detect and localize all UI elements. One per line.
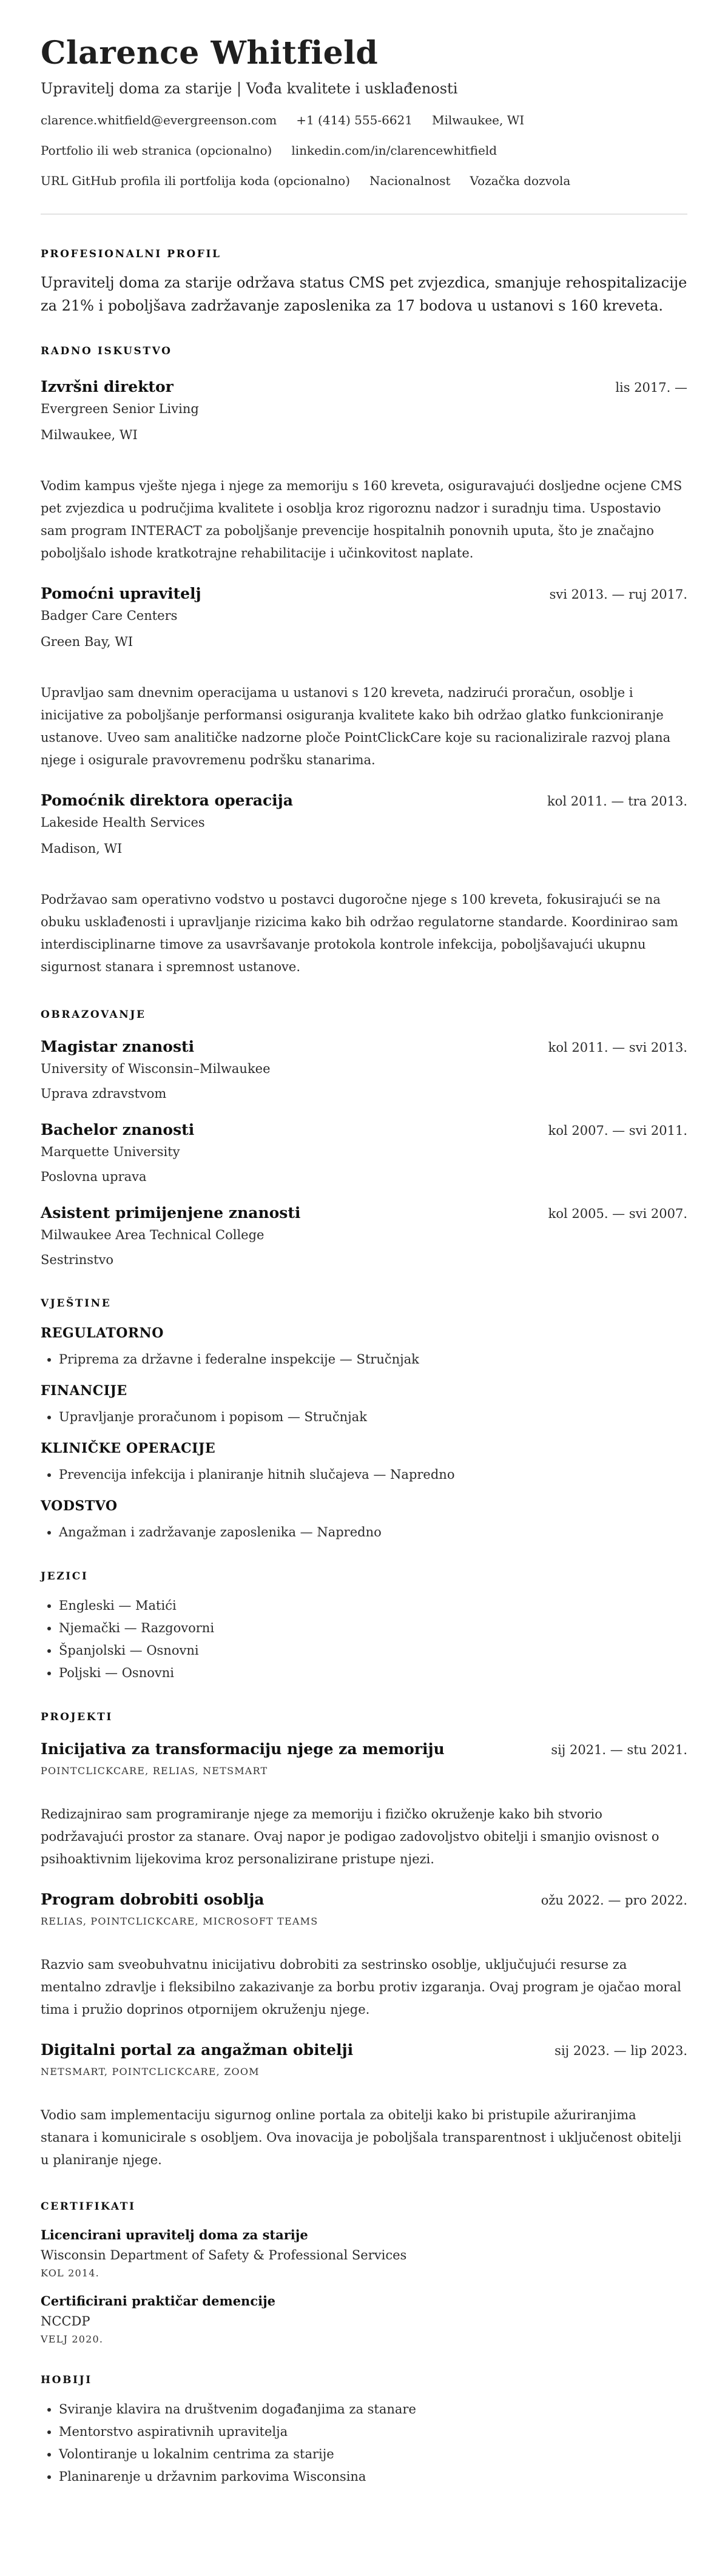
contact-line-extra [41,173,687,188]
profile-section [41,248,687,317]
linkedin-link[interactable]: linkedin.com/in/clarencewhitfield [291,143,497,158]
job-company: Lakeside Health Services [41,815,205,830]
contact-line-primary [41,113,687,127]
skill-item: • Prevencija infekcija i planiranje hitnih slučajeva — Napredno [59,1464,687,1486]
education-entry [41,1121,687,1184]
job-title: Pomoćni upravitelj [41,584,201,602]
project-dates: ožu 2022. — pro 2022. [541,1892,687,1908]
hobby-item: • Planinarenje u državnim parkovima Wisconsina [59,2466,687,2488]
education-entry [41,1204,687,1267]
project-entry [41,1891,687,2021]
education-dates: kol 2011. — svi 2013. [548,1040,687,1055]
skill-item: • Priprema za državne i federalne inspekcije — Stručnjak [59,1348,687,1371]
skill-item: • Upravljanje proračunom i popisom — Stručnjak [59,1406,687,1428]
section-title-skills: VJEŠTINE [41,1297,112,1310]
skill-group [41,1383,687,1428]
certificate-issuer: NCCDP [41,2313,90,2329]
nationality-text: Nacionalnost [369,173,451,188]
skill-category: KLINIČKE OPERACIJE [41,1440,216,1456]
job-location: Madison, WI [41,841,123,856]
section-title-certificates: CERTIFIKATI [41,2200,136,2213]
school-name: Marquette University [41,1144,180,1159]
certificate-date: VELJ 2020. [41,2333,104,2345]
hobby-item: • Volontiranje u lokalnim centrima za starije [59,2443,687,2466]
section-title-profile: PROFESIONALNI PROFIL [41,247,221,260]
certificate-issuer: Wisconsin Department of Safety & Professional Services [41,2247,407,2262]
resume-header [41,35,687,188]
project-tech: POINTCLICKCARE, RELIAS, NETSMART [41,1764,268,1777]
section-title-projects: PROJEKTI [41,1710,113,1723]
project-description: Vodio sam implementaciju sigurnog online portala za obitelji kako bi pristupile ažuriranjima stanara i komunicirale s osobljem. Ova inovacija je poboljšala transparentnost i uključenost obitelji u planiranje njege. [41,2107,682,2167]
field-of-study: Sestrinstvo [41,1252,114,1267]
projects-section [41,1711,687,2171]
skills-section [41,1297,687,1544]
certificate-name: Licencirani upravitelj doma za starije [41,2227,308,2242]
portfolio-link[interactable]: Portfolio ili web stranica (opcionalno) [41,143,272,158]
project-description: Razvio sam sveobuhvatnu inicijativu dobrobiti za sestrinsko osoblje, uključujući resurse za mentalno zdravlje i fleksibilno zakazivanje za borbu protiv izgaranja. Ovaj program je ojačao moral tima i pružio doprinos otpornijem okruženju njege. [41,1957,681,2017]
job-description: Vodim kampus vješte njega i njege za memoriju s 160 kreveta, osiguravajući dosljedne ocjene CMS pet zvjezdica u područjima kvalitete i osoblja kroz rigoroznu nadzor i suradnju tima. Uspostavio sam program INTERACT za poboljšanje prevencije hospitalnih ponovnih uputa, što je značajno poboljšalo ishode kratkotrajne rehabilitacije i učinkovitost naplate. [41,478,682,560]
candidate-subtitle: Upravitelj doma za starije | Vođa kvalitete i usklađenosti [41,79,458,97]
project-name: Digitalni portal za angažman obitelji [41,2040,354,2059]
project-dates: sij 2023. — lip 2023. [554,2043,687,2058]
job-title: Izvršni direktor [41,377,174,395]
certificate-entry [41,2227,687,2279]
contact-line-links [41,143,687,158]
degree-title: Magistar znanosti [41,1037,195,1055]
section-title-experience: RADNO ISKUSTVO [41,345,172,357]
hobbies-section [41,2374,687,2488]
project-name: Program dobrobiti osoblja [41,1890,265,1908]
location-text: Milwaukee, WI [432,112,525,127]
language-item: • Poljski — Osnovni [59,1662,687,1684]
project-entry [41,1740,687,1871]
project-entry [41,2041,687,2171]
language-item: • Njemački — Razgovorni [59,1617,687,1639]
language-item: • Engleski — Matići [59,1595,687,1617]
job-description: Podržavao sam operativno vodstvo u postavci dugoročne njege s 100 kreveta, fokusirajući se na obuku usklađenosti i upravljanje rizicima kako bih održao regulatorne standarde. Koordinirao sam interdisciplinarne timove za usavršavanje protokola kontrole infekcija, poboljšavajući ukupnu sigurnost stanara i spremnost ustanove. [41,892,678,974]
hobby-item: • Mentorstvo aspirativnih upravitelja [59,2421,687,2443]
profile-summary: Upravitelj doma za starije održava status CMS pet zvjezdica, smanjuje rehospitalizacije za 21% i poboljšava zadržavanje zaposlenika za 17 bodova u ustanovi s 160 kreveta. [41,274,687,314]
section-title-hobbies: HOBIJI [41,2373,92,2386]
skill-item: • Angažman i zadržavanje zaposlenika — Napredno [59,1521,687,1544]
github-link[interactable]: URL GitHub profila ili portfolija koda (opcionalno) [41,173,351,188]
job-location: Milwaukee, WI [41,427,138,442]
field-of-study: Uprava zdravstvom [41,1086,167,1101]
certificate-entry [41,2293,687,2345]
experience-entry [41,585,687,772]
job-dates: kol 2011. — tra 2013. [547,793,687,809]
header-divider [41,214,687,215]
school-name: Milwaukee Area Technical College [41,1227,265,1242]
project-tech: RELIAS, POINTCLICKCARE, MICROSOFT TEAMS [41,1915,318,1927]
language-item: • Španjolski — Osnovni [59,1639,687,1662]
degree-title: Asistent primijenjene znanosti [41,1203,301,1222]
experience-section [41,345,687,978]
job-description: Upravljao sam dnevnim operacijama u ustanovi s 120 kreveta, nadzirući proračun, osoblje i inicijative za poboljšanje performansi osiguranja kvalitete kako bih održao glatko funkcioniranje ustanove. Uveo sam analitičke nadzorne ploče PointClickCare koje su racionalizirale razvoj plana njege i osigurale pravovremenu podršku stanarima. [41,685,671,767]
section-title-education: OBRAZOVANJE [41,1008,146,1021]
job-dates: lis 2017. — [615,380,687,395]
project-description: Redizajnirao sam programiranje njege za memoriju i fizičko okruženje kako bih stvorio podržavajući prostor za stanare. Ovaj napor je podigao zadovoljstvo obitelji i smanjio ovisnost o psihoaktivnim lijekovima kroz personalizirane pristupe njezi. [41,1806,659,1866]
phone-text: +1 (414) 555-6621 [296,112,413,127]
job-company: Badger Care Centers [41,608,178,623]
skill-category: FINANCIJE [41,1382,127,1399]
job-location: Green Bay, WI [41,634,133,649]
skill-group [41,1441,687,1486]
languages-section [41,1570,687,1684]
project-dates: sij 2021. — stu 2021. [551,1742,687,1757]
job-company: Evergreen Senior Living [41,401,199,416]
certificate-name: Certificirani praktičar demencije [41,2293,276,2309]
education-section [41,1009,687,1267]
education-entry [41,1038,687,1101]
hobby-item: • Sviranje klavira na društvenim događanjima za stanare [59,2398,687,2421]
skill-category: REGULATORNO [41,1325,164,1341]
skill-category: VODSTVO [41,1498,118,1514]
degree-title: Bachelor znanosti [41,1120,195,1138]
school-name: University of Wisconsin–Milwaukee [41,1061,271,1076]
education-dates: kol 2007. — svi 2011. [548,1123,687,1138]
education-dates: kol 2005. — svi 2007. [548,1206,687,1221]
section-title-languages: JEZICI [41,1570,89,1582]
certificates-section [41,2201,687,2345]
email-link[interactable]: clarence.whitfield@evergreenson.com [41,112,277,127]
field-of-study: Poslovna uprava [41,1169,147,1184]
experience-entry [41,792,687,978]
project-name: Inicijativa za transformaciju njege za memoriju [41,1740,445,1758]
skill-group [41,1325,687,1371]
project-tech: NETSMART, POINTCLICKCARE, ZOOM [41,2065,260,2077]
certificate-date: KOL 2014. [41,2267,99,2279]
job-dates: svi 2013. — ruj 2017. [549,587,687,602]
license-text: Vozačka dozvola [470,173,571,188]
candidate-name: Clarence Whitfield [41,35,379,72]
skill-group [41,1498,687,1544]
job-title: Pomoćnik direktora operacija [41,791,293,809]
experience-entry [41,378,687,565]
